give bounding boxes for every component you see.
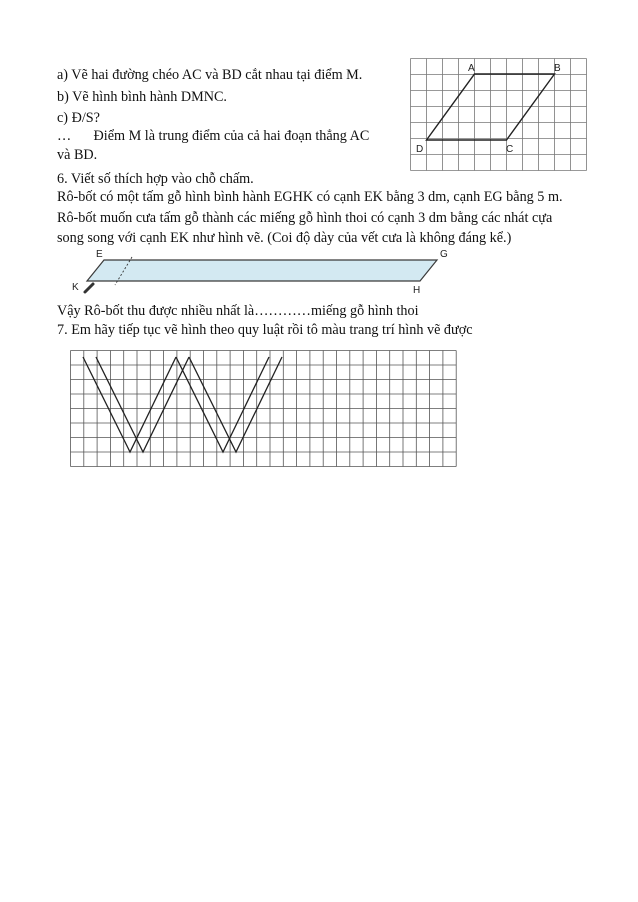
label-d: D [416,144,424,155]
board-egkh [87,260,437,281]
exercise6-paragraph-1: Rô-bốt có một tấm gỗ hình bình hành EGHK có cạnh EK bằng 3 dm, cạnh EG bằng 5 m. [57,189,563,205]
label-k: K [72,282,79,293]
exercise5-part-a: a) Vẽ hai đường chéo AC và BD cắt nhau tại điểm M. [57,67,363,83]
exercise7-heading: 7. Em hãy tiếp tục vẽ hình theo quy luật rồi tô màu trang trí hình vẽ được [57,322,473,338]
parallelogram-grid-figure [410,58,586,172]
exercise6-heading: 6. Viết số thích hợp vào chỗ chấm. [57,171,254,187]
exercise5-part-b: b) Vẽ hình bình hành DMNC. [57,89,227,105]
exercise5-part-c: c) Đ/S? [57,110,100,126]
label-g: G [440,249,448,260]
label-b: B [554,63,561,74]
wooden-board-figure [72,247,460,297]
exercise5-statement-line [57,127,369,145]
label-a: A [468,63,475,74]
exercise6-paragraph-2: Rô-bốt muốn cưa tấm gỗ thành các miếng gỗ hình thoi có cạnh 3 dm bằng các nhát cựa [57,210,553,226]
exercise5-statement-cont: và BD. [57,147,98,163]
pencil-icon [85,284,93,292]
answer-blank[interactable]: … [57,128,72,144]
pattern-grid-figure [70,350,450,466]
label-c: C [506,144,514,155]
exercise6-answer: Vậy Rô-bốt thu được nhiều nhất là…………miếng gỗ hình thoi [57,303,419,319]
label-e: E [96,249,103,260]
exercise6-paragraph-3: song song với cạnh EK như hình vẽ. (Coi độ dày của vết cưa là không đáng kể.) [57,230,512,246]
exercise5-statement: Điểm M là trung điểm của cả hai đoạn thẳng AC [93,128,370,144]
label-h: H [413,285,421,296]
